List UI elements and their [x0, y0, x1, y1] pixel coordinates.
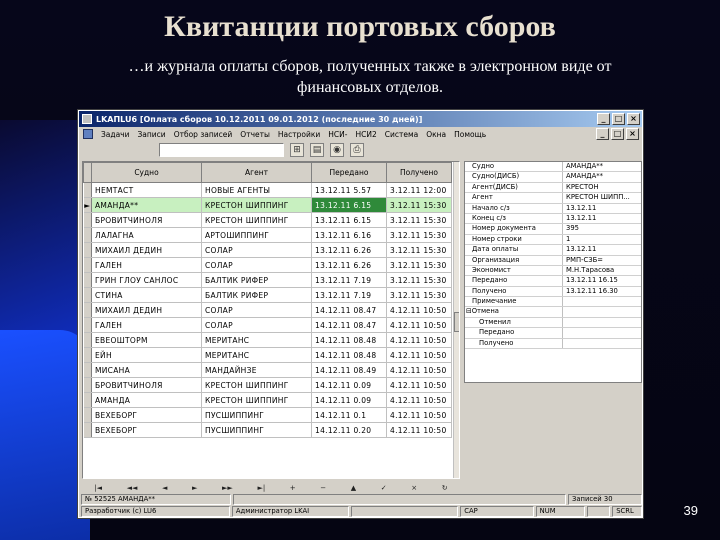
- menu-windows[interactable]: Окна: [426, 129, 447, 139]
- cell-agent[interactable]: СОЛАР: [202, 258, 312, 273]
- cell-vessel[interactable]: ГРИН ГЛОУ САНЛОС: [92, 273, 202, 288]
- status-bar-bottom: [81, 506, 642, 517]
- row-indicator[interactable]: [84, 273, 92, 288]
- cell-agent[interactable]: БАЛТИК РИФЕР: [202, 273, 312, 288]
- property-row[interactable]: [465, 266, 641, 276]
- property-row[interactable]: [465, 245, 641, 255]
- property-key: Примечание: [465, 297, 563, 306]
- mdi-maximize-button[interactable]: □: [611, 128, 624, 140]
- property-row[interactable]: [465, 235, 641, 245]
- page-number: 39: [683, 503, 698, 518]
- grid-icon[interactable]: ⊞: [290, 143, 304, 157]
- property-key: Судно(ДИСБ): [465, 172, 563, 181]
- records-table: [83, 162, 452, 438]
- nav-next-button[interactable]: ►: [192, 484, 198, 492]
- cell-received[interactable]: 3.12.11 15:30: [387, 288, 452, 303]
- property-value[interactable]: [563, 318, 641, 327]
- cell-sent[interactable]: 14.12.11 0.09: [312, 378, 387, 393]
- mdi-close-button[interactable]: ×: [626, 128, 639, 140]
- cell-vessel[interactable]: МИХАИЛ ДЕДИН: [92, 303, 202, 318]
- property-key: Агент: [465, 193, 563, 202]
- cell-sent[interactable]: 13.12.11 5.57: [312, 183, 387, 198]
- cell-vessel[interactable]: НЕМТАСТ: [92, 183, 202, 198]
- cell-agent[interactable]: КРЕСТОН ШИППИНГ: [202, 378, 312, 393]
- cell-vessel[interactable]: АМАНДА: [92, 393, 202, 408]
- list-icon[interactable]: ▤: [310, 143, 324, 157]
- column-header-sent[interactable]: Передано: [312, 163, 387, 183]
- record-navigator: [82, 482, 460, 494]
- property-value[interactable]: [563, 339, 641, 348]
- header-indicator: [84, 163, 92, 183]
- table-row[interactable]: [84, 258, 452, 273]
- cell-vessel[interactable]: МИСАНА: [92, 363, 202, 378]
- property-row[interactable]: [465, 256, 641, 266]
- column-header-agent[interactable]: Агент: [202, 163, 312, 183]
- row-indicator[interactable]: [84, 228, 92, 243]
- print-icon[interactable]: ⎙: [350, 143, 364, 157]
- property-value[interactable]: КРЕСТОН ШИПП...: [566, 193, 630, 202]
- cell-received[interactable]: 4.12.11 10:50: [387, 378, 452, 393]
- property-key: Передано: [465, 276, 563, 285]
- property-row[interactable]: [465, 297, 641, 307]
- mdi-minimize-button[interactable]: _: [596, 128, 609, 140]
- row-indicator[interactable]: [84, 348, 92, 363]
- cell-sent[interactable]: 13.12.11 6.16: [312, 228, 387, 243]
- properties-panel: [464, 161, 642, 383]
- menu-nsi2[interactable]: НСИ2: [355, 129, 377, 139]
- menu-tasks[interactable]: Задачи: [101, 129, 130, 139]
- cell-vessel[interactable]: ВЕХЕБОРГ: [92, 408, 202, 423]
- table-row[interactable]: [84, 303, 452, 318]
- property-key: Агент(ДИСБ): [465, 183, 563, 192]
- table-row[interactable]: [84, 213, 452, 228]
- row-indicator[interactable]: [84, 318, 92, 333]
- status-blank: [233, 494, 566, 505]
- nav-refresh-button[interactable]: ↻: [441, 484, 448, 492]
- property-key: ⊟Отмена: [465, 307, 563, 316]
- table-row[interactable]: [84, 318, 452, 333]
- property-row[interactable]: [465, 183, 641, 193]
- column-header-vessel[interactable]: Судно: [92, 163, 202, 183]
- cell-received[interactable]: 3.12.11 15:30: [387, 228, 452, 243]
- property-value[interactable]: 1: [566, 234, 571, 243]
- row-indicator[interactable]: [84, 303, 92, 318]
- search-input[interactable]: [159, 143, 284, 157]
- cell-received[interactable]: 4.12.11 10:50: [387, 318, 452, 333]
- cell-sent[interactable]: 13.12.11 7.19: [312, 273, 387, 288]
- property-value[interactable]: [563, 307, 641, 316]
- cell-vessel[interactable]: ЕВЕОШТОРМ: [92, 333, 202, 348]
- status-record: № 52525 АМАНДА**: [81, 494, 231, 505]
- minimize-button[interactable]: _: [597, 113, 610, 125]
- nav-last-button[interactable]: ►|: [257, 484, 266, 492]
- table-row[interactable]: [84, 228, 452, 243]
- property-row[interactable]: [465, 287, 641, 297]
- property-value[interactable]: 13.12.11: [566, 203, 597, 212]
- table-row[interactable]: [84, 348, 452, 363]
- property-row[interactable]: [465, 224, 641, 234]
- table-row[interactable]: [84, 198, 452, 213]
- cell-received[interactable]: 4.12.11 10:50: [387, 393, 452, 408]
- row-indicator[interactable]: [84, 378, 92, 393]
- property-value[interactable]: 13.12.11: [566, 245, 597, 254]
- window-title: LKAПLU6 [Оплата сборов 10.12.2011 09.01.2012 (последние 30 дней)]: [96, 114, 423, 124]
- table-row[interactable]: [84, 183, 452, 198]
- menu-system[interactable]: Система: [384, 129, 419, 139]
- app-icon: [82, 114, 92, 124]
- menu-nsi1[interactable]: НСИ-: [328, 129, 348, 139]
- row-indicator[interactable]: [84, 288, 92, 303]
- menu-help[interactable]: Помощь: [454, 129, 487, 139]
- row-indicator[interactable]: [84, 183, 92, 198]
- nav-prior-button[interactable]: ◄: [162, 484, 168, 492]
- cell-sent[interactable]: 13.12.11 6.26: [312, 243, 387, 258]
- status-blank-3: [587, 506, 610, 517]
- property-row[interactable]: [465, 318, 641, 328]
- cell-received[interactable]: 4.12.11 10:50: [387, 408, 452, 423]
- property-row[interactable]: [465, 172, 641, 182]
- slide-subtitle: [60, 56, 680, 98]
- table-row[interactable]: [84, 408, 452, 423]
- cell-sent[interactable]: 14.12.11 0.09: [312, 393, 387, 408]
- row-indicator[interactable]: [84, 258, 92, 273]
- cell-received[interactable]: 3.12.11 15:30: [387, 198, 452, 213]
- cell-received[interactable]: 4.12.11 10:50: [387, 363, 452, 378]
- cell-agent[interactable]: МЕРИТАНС: [202, 333, 312, 348]
- nav-delete-button[interactable]: −: [320, 484, 327, 492]
- cell-agent[interactable]: ПУСШИППИНГ: [202, 408, 312, 423]
- cell-agent[interactable]: МЕРИТАНС: [202, 348, 312, 363]
- cell-agent[interactable]: БАЛТИК РИФЕР: [202, 288, 312, 303]
- cell-sent[interactable]: 14.12.11 08.48: [312, 333, 387, 348]
- table-row[interactable]: [84, 423, 452, 438]
- cell-vessel[interactable]: ВЕХЕБОРГ: [92, 423, 202, 438]
- property-value[interactable]: АМАНДА**: [566, 162, 604, 170]
- status-record-count: Записей 30: [568, 494, 642, 505]
- row-indicator[interactable]: [84, 393, 92, 408]
- cell-agent[interactable]: КРЕСТОН ШИППИНГ: [202, 393, 312, 408]
- cell-agent[interactable]: АРТОШИППИНГ: [202, 228, 312, 243]
- nav-insert-button[interactable]: +: [289, 484, 296, 492]
- table-body: [84, 183, 452, 438]
- close-button[interactable]: ×: [627, 113, 640, 125]
- maximize-button[interactable]: □: [612, 113, 625, 125]
- cell-received[interactable]: 4.12.11 10:50: [387, 348, 452, 363]
- status-bar-top: [81, 494, 642, 505]
- property-key: Начало с/з: [465, 204, 563, 213]
- nav-next-page-button[interactable]: ►►: [222, 484, 233, 492]
- table-row[interactable]: [84, 378, 452, 393]
- property-value[interactable]: [563, 328, 641, 337]
- property-value[interactable]: 395: [566, 224, 579, 233]
- cell-received[interactable]: 3.12.11 15:30: [387, 213, 452, 228]
- row-indicator[interactable]: [84, 213, 92, 228]
- cell-vessel[interactable]: ГАЛЕН: [92, 318, 202, 333]
- status-blank-2: [351, 506, 458, 517]
- toolbar: [79, 141, 642, 159]
- cell-sent[interactable]: 14.12.11 08.47: [312, 303, 387, 318]
- cell-vessel[interactable]: АМАНДА**: [92, 198, 202, 213]
- property-value[interactable]: 13.12.11 16.15: [566, 276, 618, 285]
- property-value[interactable]: [563, 297, 641, 306]
- vertical-scrollbar[interactable]: [453, 162, 460, 479]
- cell-received[interactable]: 4.12.11 10:50: [387, 423, 452, 438]
- table-row[interactable]: [84, 273, 452, 288]
- table-row[interactable]: [84, 288, 452, 303]
- cell-sent[interactable]: 14.12.11 08.47: [312, 318, 387, 333]
- cell-vessel[interactable]: ЕЙН: [92, 348, 202, 363]
- nav-first-button[interactable]: |◄: [94, 484, 103, 492]
- cell-vessel[interactable]: МИХАИЛ ДЕДИН: [92, 243, 202, 258]
- property-row[interactable]: [465, 328, 641, 338]
- cell-agent[interactable]: КРЕСТОН ШИППИНГ: [202, 198, 312, 213]
- refresh-icon[interactable]: ◉: [330, 143, 344, 157]
- nav-cancel-button[interactable]: ×: [411, 484, 418, 492]
- app-window: [78, 110, 643, 518]
- cell-agent[interactable]: ПУСШИППИНГ: [202, 423, 312, 438]
- cell-received[interactable]: 3.12.11 15:30: [387, 273, 452, 288]
- cell-sent[interactable]: 14.12.11 0.1: [312, 408, 387, 423]
- property-row[interactable]: [465, 204, 641, 214]
- nav-edit-button[interactable]: ▲: [350, 484, 357, 492]
- scrollbar-thumb[interactable]: [454, 312, 460, 332]
- property-value[interactable]: АМАНДА**: [566, 172, 604, 181]
- property-row[interactable]: [465, 307, 641, 317]
- property-value[interactable]: 13.12.11 16.30: [566, 286, 618, 295]
- cell-received[interactable]: 4.12.11 10:50: [387, 303, 452, 318]
- status-scrl: SCRL: [612, 506, 642, 517]
- property-row[interactable]: [465, 193, 641, 203]
- property-key: Судно: [465, 162, 563, 171]
- row-indicator[interactable]: ►: [84, 198, 92, 213]
- status-num: NUM: [536, 506, 586, 517]
- window-titlebar[interactable]: [79, 111, 642, 127]
- table-row[interactable]: [84, 363, 452, 378]
- table-row[interactable]: [84, 393, 452, 408]
- property-key: Передано: [465, 328, 563, 337]
- property-value[interactable]: КРЕСТОН: [566, 182, 599, 191]
- slide-subtitle-line2: финансовых отделов.: [297, 79, 443, 96]
- row-indicator[interactable]: [84, 333, 92, 348]
- cell-agent[interactable]: СОЛАР: [202, 243, 312, 258]
- menu-records[interactable]: Записи: [137, 129, 166, 139]
- cell-sent[interactable]: 13.12.11 7.19: [312, 288, 387, 303]
- status-developer: Разработчик (с) LU6: [81, 506, 230, 517]
- records-grid[interactable]: [82, 161, 460, 479]
- property-key: Организация: [465, 256, 563, 265]
- cell-received[interactable]: 4.12.11 10:50: [387, 333, 452, 348]
- table-row[interactable]: [84, 243, 452, 258]
- property-key: Номер документа: [465, 224, 563, 233]
- cell-agent[interactable]: МАНДАЙНЗЕ: [202, 363, 312, 378]
- cell-agent[interactable]: НОВЫЕ АГЕНТЫ: [202, 183, 312, 198]
- cell-received[interactable]: 3.12.11 12:00: [387, 183, 452, 198]
- property-value[interactable]: 13.12.11: [566, 213, 597, 222]
- nav-prior-page-button[interactable]: ◄◄: [126, 484, 138, 492]
- table-row[interactable]: [84, 333, 452, 348]
- table-header: [84, 163, 452, 183]
- slide-title: Квитанции портовых сборов: [164, 10, 556, 43]
- menu-filter[interactable]: Отбор записей: [173, 129, 233, 139]
- cell-agent[interactable]: СОЛАР: [202, 318, 312, 333]
- menu-reports[interactable]: Отчеты: [240, 129, 270, 139]
- cell-vessel[interactable]: БРОВИТЧИНОЛЯ: [92, 378, 202, 393]
- cell-sent[interactable]: 14.12.11 08.49: [312, 363, 387, 378]
- cell-sent[interactable]: 14.12.11 0.20: [312, 423, 387, 438]
- property-value[interactable]: М.Н.Тарасова: [566, 265, 615, 274]
- nav-post-button[interactable]: ✓: [380, 484, 387, 492]
- cell-received[interactable]: 3.12.11 15:30: [387, 258, 452, 273]
- cell-sent[interactable]: 14.12.11 08.48: [312, 348, 387, 363]
- status-cap: CAP: [460, 506, 533, 517]
- document-icon[interactable]: [83, 129, 93, 139]
- cell-vessel[interactable]: СТИНА: [92, 288, 202, 303]
- property-row[interactable]: [465, 339, 641, 349]
- status-admin: Администратор LKAI: [232, 506, 349, 517]
- column-header-received[interactable]: Получено: [387, 163, 452, 183]
- property-row[interactable]: [465, 162, 641, 172]
- row-indicator[interactable]: [84, 423, 92, 438]
- cell-received[interactable]: 3.12.11 15:30: [387, 243, 452, 258]
- window-controls: [597, 113, 640, 125]
- property-key: Дата оплаты: [465, 245, 563, 254]
- menu-bar: [79, 127, 642, 141]
- property-key: Получено: [465, 339, 563, 348]
- cell-vessel[interactable]: ГАЛЕН: [92, 258, 202, 273]
- property-key: Отменил: [465, 318, 563, 327]
- row-indicator[interactable]: [84, 408, 92, 423]
- cell-vessel[interactable]: ЛАЛАГНА: [92, 228, 202, 243]
- slide-background-accent-lower: [0, 330, 90, 540]
- menu-settings[interactable]: Настройки: [277, 129, 321, 139]
- property-key: Экономист: [465, 266, 563, 275]
- cell-vessel[interactable]: БРОВИТЧИНОЛЯ: [92, 213, 202, 228]
- property-key: Номер строки: [465, 235, 563, 244]
- row-indicator[interactable]: [84, 363, 92, 378]
- property-row[interactable]: [465, 214, 641, 224]
- mdi-controls: [596, 128, 639, 140]
- cell-sent[interactable]: 13.12.11 6.15: [312, 198, 387, 213]
- slide-subtitle-line1: …и журнала оплаты сборов, полученных также в электронном виде от: [128, 58, 612, 75]
- cell-agent[interactable]: СОЛАР: [202, 303, 312, 318]
- cell-sent[interactable]: 13.12.11 6.26: [312, 258, 387, 273]
- cell-agent[interactable]: КРЕСТОН ШИППИНГ: [202, 213, 312, 228]
- row-indicator[interactable]: [84, 243, 92, 258]
- property-key: Получено: [465, 287, 563, 296]
- property-key: Конец с/з: [465, 214, 563, 223]
- property-row[interactable]: [465, 276, 641, 286]
- property-value[interactable]: РМП-СЗБ=: [566, 255, 603, 264]
- cell-sent[interactable]: 13.12.11 6.15: [312, 213, 387, 228]
